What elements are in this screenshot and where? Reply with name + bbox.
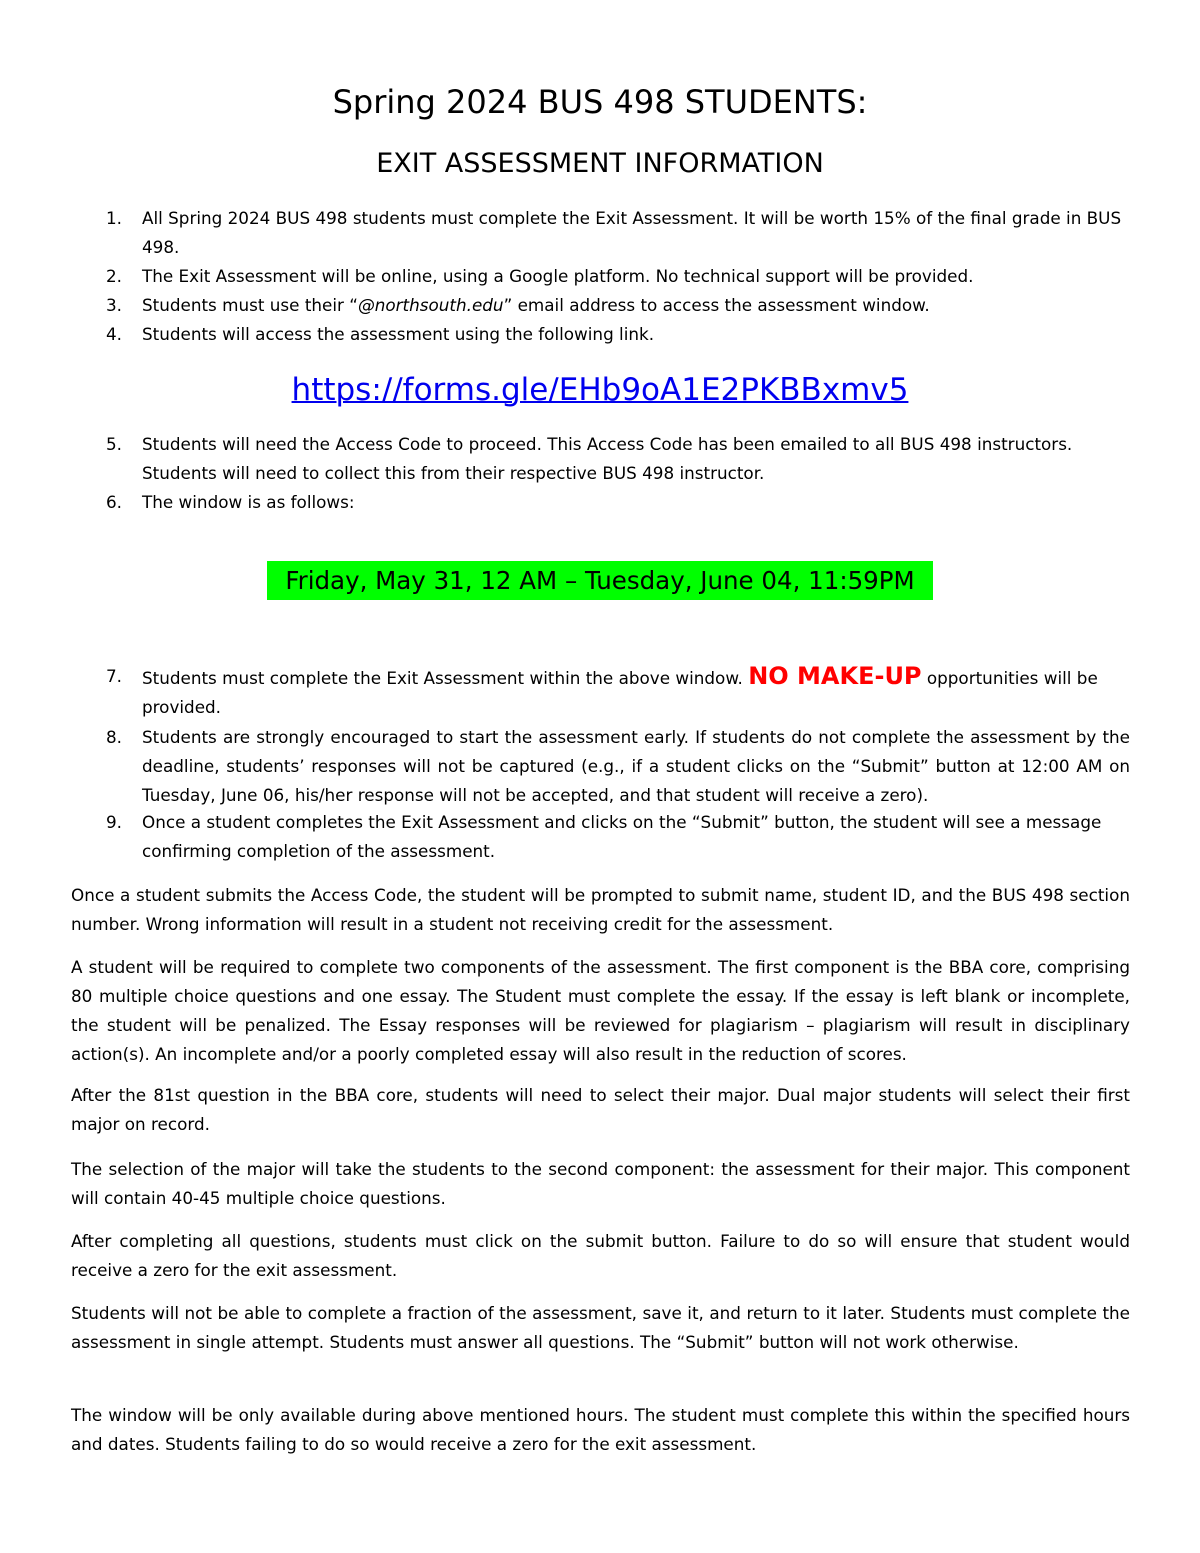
list-number: 4. bbox=[106, 324, 123, 344]
paragraph-submit: After completing all questions, students must click on the submit button. Failure to do so will ensure that student would receive a zero for the exit assessment. bbox=[71, 1231, 1130, 1280]
no-makeup-warning: NO MAKE-UP bbox=[748, 662, 922, 690]
list-text: The Exit Assessment will be online, using a Google platform. No technical support will be provided. bbox=[142, 266, 974, 286]
document-title: Spring 2024 BUS 498 STUDENTS: bbox=[332, 83, 868, 121]
paragraph-second-component: The selection of the major will take the students to the second component: the assessment for their major. This component will contain 40-45 multiple choice questions. bbox=[71, 1159, 1130, 1208]
paragraph-window-hours: The window will be only available during above mentioned hours. The student must complete this within the specified hours and dates. Students failing to do so would receive a zero for the exit assessment. bbox=[71, 1405, 1130, 1454]
assessment-link-container bbox=[0, 368, 1200, 412]
list-text bbox=[142, 291, 1130, 320]
assessment-link[interactable]: https://forms.gle/EHb9oA1E2PKBBxmv5 bbox=[291, 372, 909, 408]
assessment-window-dates: Friday, May 31, 12 AM – Tuesday, June 04, 11:59PM bbox=[267, 561, 933, 600]
paragraph-major-selection: After the 81st question in the BBA core, students will need to select their major. Dual major students will select their first major on record. bbox=[71, 1085, 1130, 1134]
list-number: 6. bbox=[106, 492, 123, 512]
list-text: Students are strongly encouraged to start the assessment early. If students do not complete the assessment by the deadline, students’ responses will not be captured (e.g., if a student clicks on the “Submit” button at 12:00 AM on Tuesday, June 06, his/her response will not be accepted, and that student will receive a zero). bbox=[142, 727, 1130, 805]
list-text: The window is as follows: bbox=[142, 492, 355, 512]
list-number: 2. bbox=[106, 266, 123, 286]
list-text: All Spring 2024 BUS 498 students must complete the Exit Assessment. It will be worth 15% of the final grade in BUS 498. bbox=[142, 208, 1122, 257]
paragraph-access-code: Once a student submits the Access Code, the student will be prompted to submit name, student ID, and the BUS 498 section number. Wrong information will result in a student not receiving credit for the assessment. bbox=[71, 885, 1130, 934]
list-number: 9. bbox=[106, 812, 123, 832]
list-number: 5. bbox=[106, 434, 123, 454]
list-text: Students will access the assessment using the following link. bbox=[142, 324, 655, 344]
list-text-before: Students must complete the Exit Assessment within the above window. bbox=[142, 668, 749, 688]
list-text-after: ” email address to access the assessment window. bbox=[503, 295, 930, 315]
list-number: 3. bbox=[106, 295, 123, 315]
list-number: 1. bbox=[106, 208, 123, 228]
document-subtitle: EXIT ASSESSMENT INFORMATION bbox=[376, 148, 824, 179]
list-text: Students will need the Access Code to proceed. This Access Code has been emailed to all BUS 498 instructors. Students will need to collect this from their respective BUS 498 instructor. bbox=[142, 434, 1073, 483]
list-number: 7. bbox=[106, 666, 123, 686]
paragraph-single-attempt: Students will not be able to complete a fraction of the assessment, save it, and return to it later. Students must complete the assessment in single attempt. Students must answer all questions. The “Submit” button will not work otherwise. bbox=[71, 1303, 1130, 1352]
list-text-before: Students must use their “ bbox=[142, 295, 358, 315]
email-domain: @northsouth.edu bbox=[357, 295, 504, 315]
paragraph-components: A student will be required to complete two components of the assessment. The first component is the BBA core, comprising 80 multiple choice questions and one essay. The Student must complete the essay. If the essay is left blank or incomplete, the student will be penalized. The Essay responses will be reviewed for plagiarism – plagiarism will result in disciplinary action(s). An incomplete and/or a poorly completed essay will also result in the reduction of scores. bbox=[71, 957, 1130, 1064]
list-text-after: opportunities will be provided. bbox=[142, 668, 1098, 717]
list-text bbox=[142, 662, 1130, 722]
list-number: 8. bbox=[106, 727, 123, 747]
list-text: Once a student completes the Exit Assessment and clicks on the “Submit” button, the student will see a message confirming completion of the assessment. bbox=[142, 812, 1102, 861]
